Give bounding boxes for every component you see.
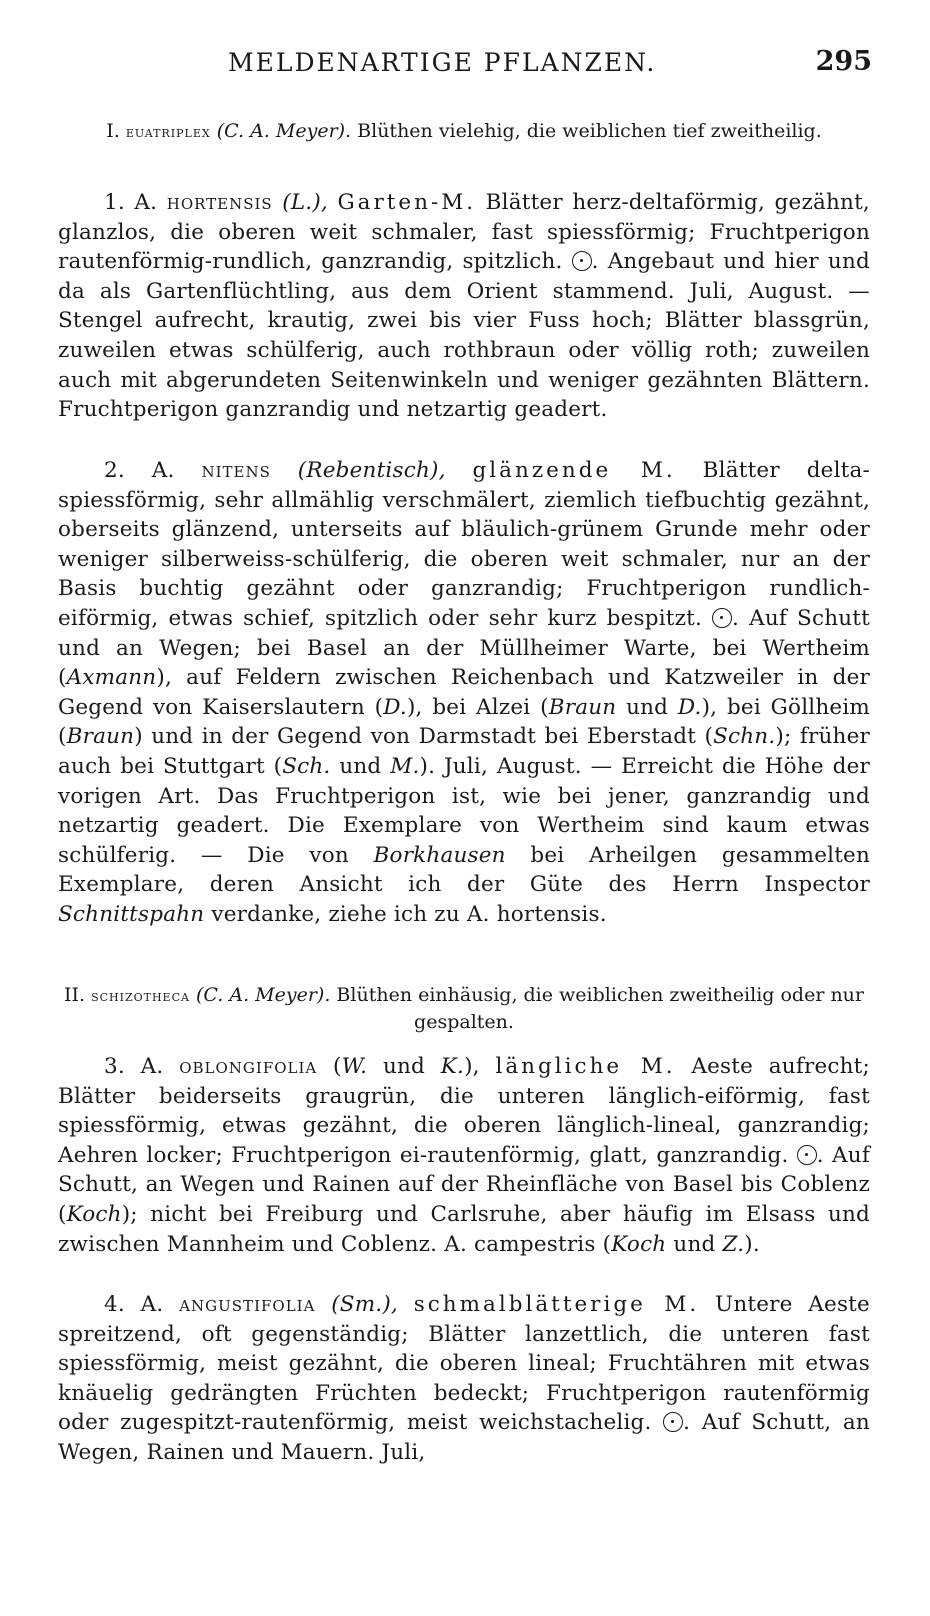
annual-symbol-icon [663, 1412, 683, 1432]
species-entry-hortensis [58, 188, 870, 425]
section-number: I. [106, 120, 120, 142]
section-author: (C. A. Meyer). [216, 120, 352, 142]
species-entry-angustifolia [58, 1290, 870, 1468]
collector: D. [383, 694, 407, 720]
header-title: MELDENARTIGE PFLANZEN. [228, 48, 657, 77]
description: Aeste aufrecht; Blätter beiderseits graugrün, die unteren länglich-eiförmig, fast spiessförmig, etwas gezähnt, die oberen länglich-lineal, ganzrandig; Aehren locker; Fruchtperigon ei-rautenförmig, glatt, ganzrandig. [58, 1054, 870, 1168]
habitat-notes: ), bei Göllheim ( [58, 694, 870, 750]
species-entry-oblongifolia: 3. A. oblongifolia (W. und K.), längliche M. Aeste aufrecht; Blätter beiderseits graugrün, die unteren länglich-eiförmig, fast spiessförmig, etwas gezähnt, die oberen länglich-lineal, ganzrandig; Aehren locker; Fruchtperigon ei-rautenförmig, glatt, ganzrandig. . Auf Schutt, an Wegen und Rainen auf der Rheinfläche von Basel bis Coblenz (Koch); nicht bei Freiburg und Carlsruhe, aber häufig im Elsass und zwischen Mannheim und Coblenz. A. campestris (Koch und Z.). [58, 1054, 870, 1257]
common-name: Garten-M. [337, 190, 477, 215]
collector: Sch. [282, 753, 331, 779]
species-author: W. [341, 1054, 368, 1079]
entry-number: 1. A. [104, 190, 158, 215]
habitat-notes: ), bei Alzei ( [406, 694, 549, 720]
habitat-notes: . Angebaut und hier und da als Gartenflüchtling, aus dem Orient stammend. Juli, August. — Stengel aufrecht, krautig, zwei bis vier Fuss hoch; Blätter blassgrün, zuweilen etwas schülferig, auch rothbraun oder völlig roth; zuweilen auch mit abgerundeten Seitenwinkeln und weniger gezähnten Blättern. Fruchtperigon ganzrandig und netzartig geadert. [58, 249, 870, 423]
section-author: (C. A. Meyer). [196, 984, 331, 1006]
collector: M. [390, 753, 420, 779]
section-name: euatriplex [125, 122, 211, 141]
entry-number: 4. A. [104, 1292, 164, 1317]
habitat-notes: und [666, 1231, 723, 1257]
collector: Axmann [66, 665, 157, 691]
species-name: nitens [201, 458, 271, 483]
collector: D. [677, 694, 702, 720]
annual-symbol-icon [712, 608, 732, 628]
habitat-notes: ), auf Feldern zwischen Reichenbach und Katzweiler in der Gegend von Kaiserslautern ( [58, 665, 870, 720]
common-name: schmalblätterige M. [413, 1292, 700, 1317]
description: Untere Aeste spreitzend, oft gegenständig; Blätter lanzettlich, die unteren fast spiessförmig, meist gezähnt, die oberen lineal; Fruchtähren mit etwas knäuelig gedrängten Früchten bedeckt; Fruchtperigon rautenförmig oder zugespitzt-rautenförmig, meist weichstachelig. [58, 1292, 870, 1436]
habitat-notes: ); früher auch bei Stuttgart ( [58, 724, 871, 779]
habitat-notes: ). [744, 1231, 760, 1257]
running-header [58, 44, 872, 84]
page-number: 295 [815, 46, 872, 77]
section-heading-1 [58, 118, 870, 145]
habitat-notes: ). Juli, August. — Erreicht die Höhe der vorigen Art. Das Fruchtperigon ist, wie bei jener, ganzrandig und netzartig geadert. Die Exemplare von Wertheim sind kaum etwas schülferig. — Die von [58, 753, 870, 868]
collector: Schnittspahn [58, 901, 205, 927]
species-name: oblongifolia [179, 1054, 318, 1079]
habitat-notes: und [616, 694, 678, 720]
habitat-notes: . Auf Schutt und an Wegen; bei Basel an der Müllheimer Warte, bei Wertheim ( [58, 605, 870, 691]
species-author: (Rebentisch), [297, 458, 446, 483]
habitat-notes: ); nicht bei Freiburg und Carlsruhe, aber häufig im Elsass und zwischen Mannheim und Coblenz. A. campestris ( [58, 1201, 870, 1257]
habitat-notes: verdanke, ziehe ich zu A. hortensis. [204, 901, 607, 927]
common-name: glänzende M. [472, 458, 676, 483]
habitat-notes: ) und in der Gegend von Darmstadt bei Eberstadt ( [134, 724, 714, 750]
habitat-notes: und [330, 753, 391, 779]
species-entry-nitens [58, 456, 870, 930]
species-name: angustifolia [179, 1292, 316, 1317]
annual-symbol-icon [572, 251, 592, 271]
species-author: (L.), [282, 190, 328, 215]
section-text: Blüthen einhäusig, die weiblichen zweitheilig oder nur gespalten. [336, 984, 865, 1033]
description: Blätter herz-deltaförmig, gezähnt, glanzlos, die oberen weit schmaler, fast spiessförmig; Fruchtperigon rautenförmig-rundlich, ganzrandig, spitzlich. [58, 190, 870, 275]
collector: Koch [66, 1201, 122, 1227]
collector: Z. [722, 1231, 745, 1257]
collector: Borkhausen [373, 842, 506, 868]
habitat-notes: . Auf Schutt, an Wegen und Rainen auf der Rheinfläche von Basel bis Coblenz ( [58, 1142, 870, 1227]
collector: Braun [548, 694, 617, 720]
collector: Schn. [713, 724, 776, 750]
species-name: hortensis [166, 190, 273, 215]
entry-number: 2. A. [104, 458, 175, 483]
habitat-notes: bei Arheilgen gesammelten Exemplare, deren Ansicht ich der Güte des Herrn Inspector [58, 842, 871, 898]
description: Blätter delta-spiessförmig, sehr allmählig verschmälert, ziemlich tiefbuchtig gezähnt, oberseits glänzend, unterseits auf bläulich-grünem Grunde mehr oder weniger silberweiss-schülferig, die oberen weit schmaler, nur an der Basis buchtig gezähnt oder ganzrandig; Fruchtperigon rundlich-eiförmig, etwas schief, spitzlich oder sehr kurz bespitzt. [58, 458, 870, 631]
collector: Braun [66, 724, 135, 750]
entry-number: 3. A. [104, 1054, 164, 1079]
annual-symbol-icon [797, 1145, 817, 1165]
species-author: (Sm.), [331, 1292, 398, 1317]
common-name: längliche M. [495, 1054, 676, 1079]
habitat-notes: . Auf Schutt, an Wegen, Rainen und Mauern. Juli, [58, 1410, 870, 1465]
species-author: K. [440, 1054, 465, 1079]
section-number: II. [63, 984, 86, 1006]
section-name: schizotheca [91, 986, 190, 1005]
section-text: Blüthen vielehig, die weiblichen tief zweitheilig. [357, 120, 822, 142]
section-heading-2 [58, 982, 870, 1035]
collector: Koch [611, 1231, 667, 1257]
